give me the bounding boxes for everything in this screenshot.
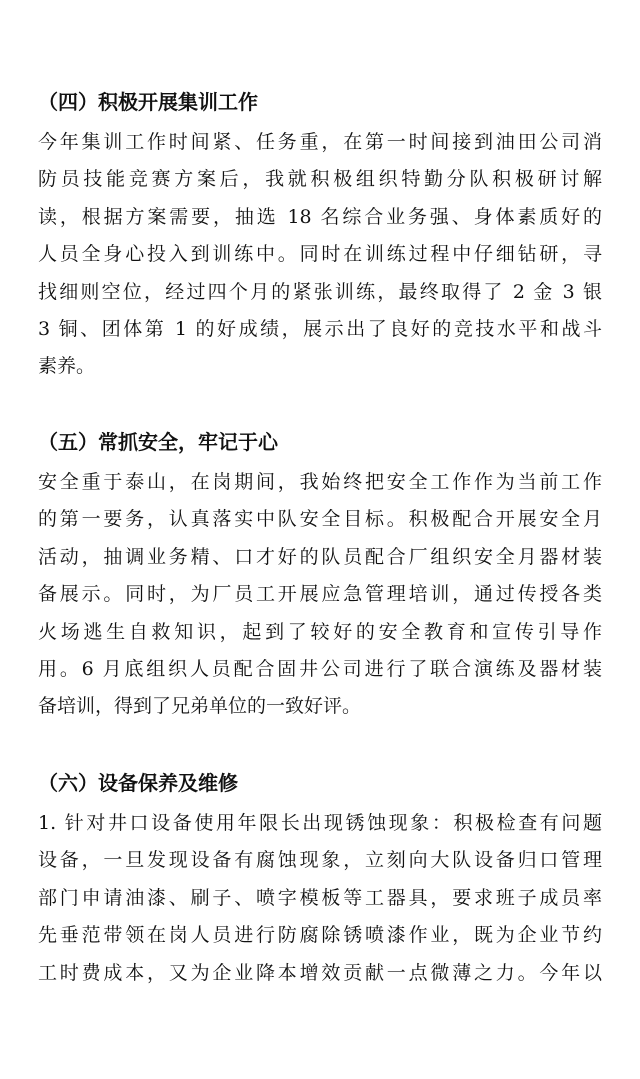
paragraph-line: 的第一要务，认真落实中队安全目标。积极配合开展安全月 xyxy=(38,508,602,531)
paragraph-line: 部门申请油漆、刷子、喷字模板等工器具，要求班子成员率 xyxy=(38,886,602,909)
paragraph-line: 3 铜、团体第 1 的好成绩，展示出了良好的竞技水平和战斗 xyxy=(38,317,602,340)
paragraph-line: 先垂范带领在岗人员进行防腐除锈喷漆作业，既为企业节约 xyxy=(38,924,602,947)
section-heading: （五）常抓安全，牢记于心 xyxy=(38,430,278,454)
paragraph-line: 用。6 月底组织人员配合固井公司进行了联合演练及器材装 xyxy=(38,657,602,680)
paragraph-line: 读，根据方案需要，抽选 18 名综合业务强、身体素质好的 xyxy=(38,205,602,228)
section-heading: （六）设备保养及维修 xyxy=(38,771,238,795)
paragraph-line: 素养。 xyxy=(38,355,96,378)
paragraph-line: 火场逃生自救知识，起到了较好的安全教育和宣传引导作 xyxy=(38,620,602,643)
paragraph-line: 备展示。同时，为厂员工开展应急管理培训，通过传授各类 xyxy=(38,583,602,606)
paragraph-line: 活动，抽调业务精、口才好的队员配合厂组织安全月器材装 xyxy=(38,545,602,568)
section-heading: （四）积极开展集训工作 xyxy=(38,90,258,114)
paragraph-line: 安全重于泰山，在岗期间，我始终把安全工作作为当前工作 xyxy=(38,471,602,493)
paragraph-line: 设备，一旦发现设备有腐蚀现象，立刻向大队设备归口管理 xyxy=(38,849,602,872)
paragraph-line: 1. 针对井口设备使用年限长出现锈蚀现象：积极检查有问题 xyxy=(38,812,602,834)
paragraph-line: 备培训，得到了兄弟单位的一致好评。 xyxy=(38,695,362,718)
paragraph-line: 防员技能竞赛方案后，我就积极组织特勤分队积极研讨解 xyxy=(38,168,602,191)
paragraph-line: 找细则空位，经过四个月的紧张训练，最终取得了 2 金 3 银 xyxy=(38,280,602,303)
paragraph-line: 工时费成本，又为企业降本增效贡献一点微薄之力。今年以 xyxy=(38,961,602,984)
section-body xyxy=(38,464,602,726)
section-4 xyxy=(38,92,602,386)
paragraph-line: 人员全身心投入到训练中。同时在训练过程中仔细钻研，寻 xyxy=(38,243,602,266)
paragraph-line: 今年集训工作时间紧、任务重，在第一时间接到油田公司消 xyxy=(38,131,602,153)
section-5 xyxy=(38,432,602,726)
section-6 xyxy=(38,773,602,992)
section-body xyxy=(38,124,602,386)
section-body xyxy=(38,805,602,992)
